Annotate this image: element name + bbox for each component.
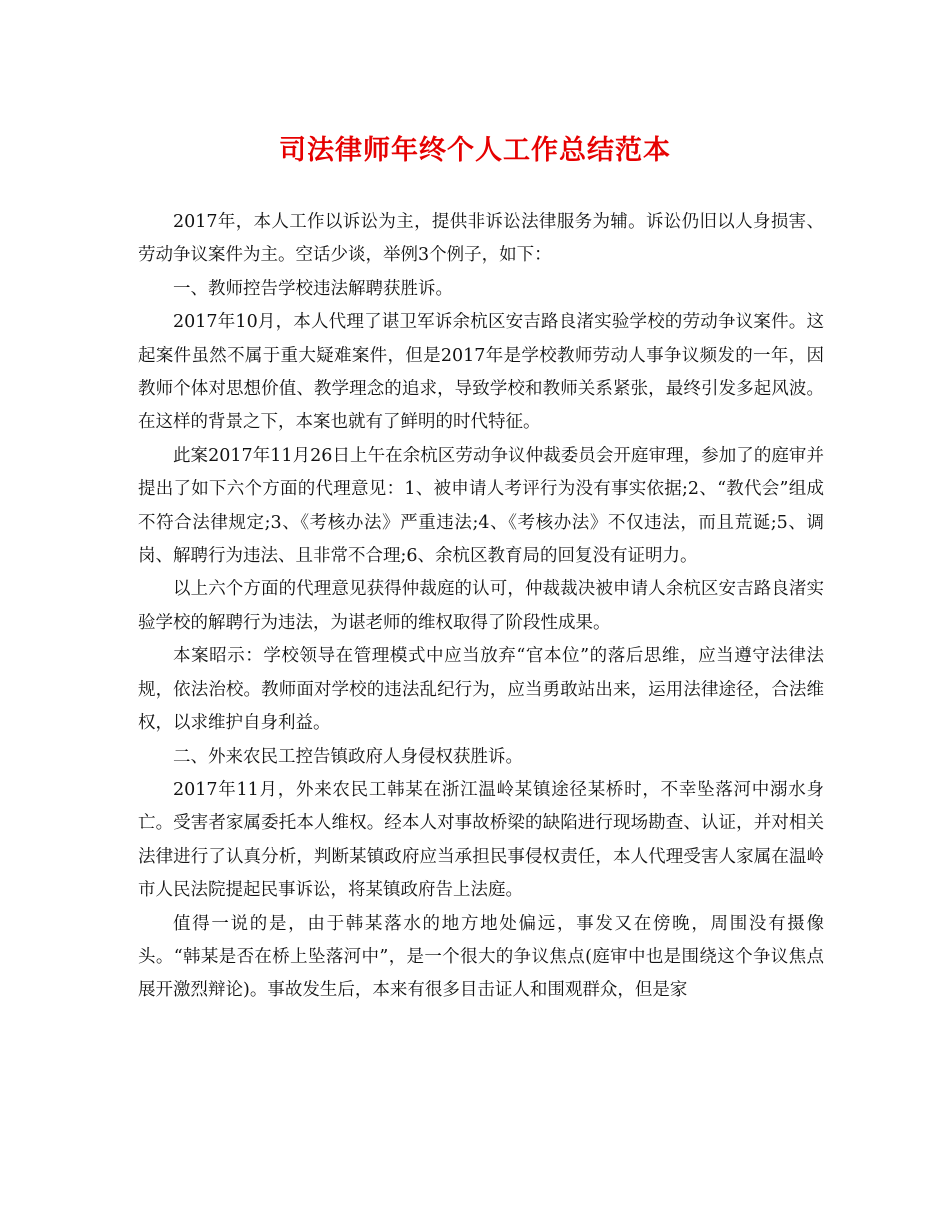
paragraph-case2-dispute: 值得一说的是，由于韩某落水的地方地处偏远，事发又在傍晚，周围没有摄像头。“韩某是否在桥上坠落河中”，是一个很大的争议焦点(庭审中也是围绕这个争议焦点展开激烈辩论)。事故发生后，本来有很多目击证人和围观群众，但是家 [138, 913, 824, 1001]
section-heading-1: 一、教师控告学校违法解聘获胜诉。 [173, 278, 453, 299]
section-heading-2: 二、外来农民工控告镇政府人身侵权获胜诉。 [173, 746, 523, 767]
paragraph-case2-background: 2017年11月，外来农民工韩某在浙江温岭某镇途径某桥时，不幸坠落河中溺水身亡。受害者家属委托本人维权。经本人对事故桥梁的缺陷进行现场勘查、认证，并对相关法律进行了认真分析，判断某镇政府应当承担民事侵权责任，本人代理受害人家属在温岭市人民法院提起民事诉讼，将某镇政府告上法庭。 [138, 779, 824, 901]
paragraph-case1-lesson: 本案昭示：学校领导在管理模式中应当放弃“官本位”的落后思维，应当遵守法律法规，依法治校。教师面对学校的违法乱纪行为，应当勇敢站出来，运用法律途径，合法维权，以求维护自身利益。 [138, 646, 824, 734]
document-body [138, 206, 824, 1008]
paragraph-case1-hearing: 此案2017年11月26日上午在余杭区劳动争议仲裁委员会开庭审理，参加了的庭审并提出了如下六个方面的代理意见：1、被申请人考评行为没有事实依据;2、“教代会”组成不符合法律规定;3、《考核办法》严重违法;4、《考核办法》不仅违法，而且荒诞;5、调岗、解聘行为违法、且非常不合理;6、余杭区教育局的回复没有证明力。 [138, 445, 824, 567]
paragraph-case1-background: 2017年10月，本人代理了谌卫军诉余杭区安吉路良渚实验学校的劳动争议案件。这起案件虽然不属于重大疑难案件，但是2017年是学校教师劳动人事争议频发的一年，因教师个体对思想价值、教学理念的追求，导致学校和教师关系紧张，最终引发多起风波。在这样的背景之下，本案也就有了鲜明的时代特征。 [138, 312, 824, 433]
document-title: 司法律师年终个人工作总结范本 [279, 135, 671, 166]
paragraph-intro: 2017年，本人工作以诉讼为主，提供非诉讼法律服务为辅。诉讼仍旧以人身损害、劳动争议案件为主。空话少谈，举例3个例子，如下： [138, 212, 824, 266]
paragraph-case1-result: 以上六个方面的代理意见获得仲裁庭的认可，仲裁裁决被申请人余杭区安吉路良渚实验学校的解聘行为违法，为谌老师的维权取得了阶段性成果。 [138, 579, 824, 633]
